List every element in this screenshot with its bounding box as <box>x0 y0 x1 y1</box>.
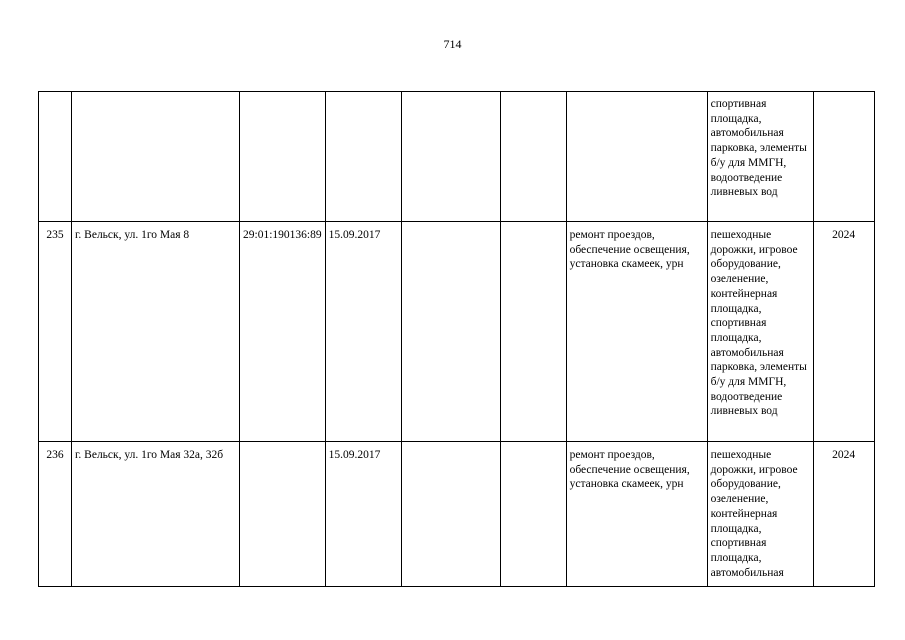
works-cell: ремонт проездов, обеспечение освещения, установка скамеек, урн <box>566 442 707 587</box>
empty-cell <box>401 442 500 587</box>
date-cell <box>325 92 401 222</box>
registry-table <box>38 91 875 587</box>
empty-cell <box>500 222 566 442</box>
empty-cell <box>500 442 566 587</box>
year-cell: 2024 <box>813 222 874 442</box>
table-row <box>39 222 875 442</box>
table-row <box>39 92 875 222</box>
address-cell: г. Вельск, ул. 1го Мая 8 <box>72 222 240 442</box>
empty-cell <box>500 92 566 222</box>
table-row <box>39 442 875 587</box>
row-number-cell: 236 <box>39 442 72 587</box>
works-cell: ремонт проездов, обеспечение освещения, установка скамеек, урн <box>566 222 707 442</box>
year-cell <box>813 92 874 222</box>
year-cell: 2024 <box>813 442 874 587</box>
date-cell: 15.09.2017 <box>325 222 401 442</box>
empty-cell <box>401 222 500 442</box>
improvement-elements-cell: пешеходные дорожки, игровое оборудование, озеленение, контейнерная площадка, спортивная площадка, автомобильная парковка, элементы б/у для ММГН, водоотведение ливневых вод <box>707 222 813 442</box>
improvement-elements-cell: пешеходные дорожки, игровое оборудование, озеленение, контейнерная площадка, спортивная площадка, автомобильная <box>707 442 813 587</box>
page-number: 714 <box>443 37 462 51</box>
improvement-elements-cell: спортивная площадка, автомобильная парковка, элементы б/у для ММГН, водоотведение ливневых вод <box>707 92 813 222</box>
empty-cell <box>401 92 500 222</box>
address-cell <box>72 92 240 222</box>
row-number-cell: 235 <box>39 222 72 442</box>
address-cell: г. Вельск, ул. 1го Мая 32а, 32б <box>72 442 240 587</box>
works-cell <box>566 92 707 222</box>
cadastral-number-cell <box>240 442 326 587</box>
row-number-cell <box>39 92 72 222</box>
cadastral-number-cell: 29:01:190136:89 <box>240 222 326 442</box>
date-cell: 15.09.2017 <box>325 442 401 587</box>
cadastral-number-cell <box>240 92 326 222</box>
